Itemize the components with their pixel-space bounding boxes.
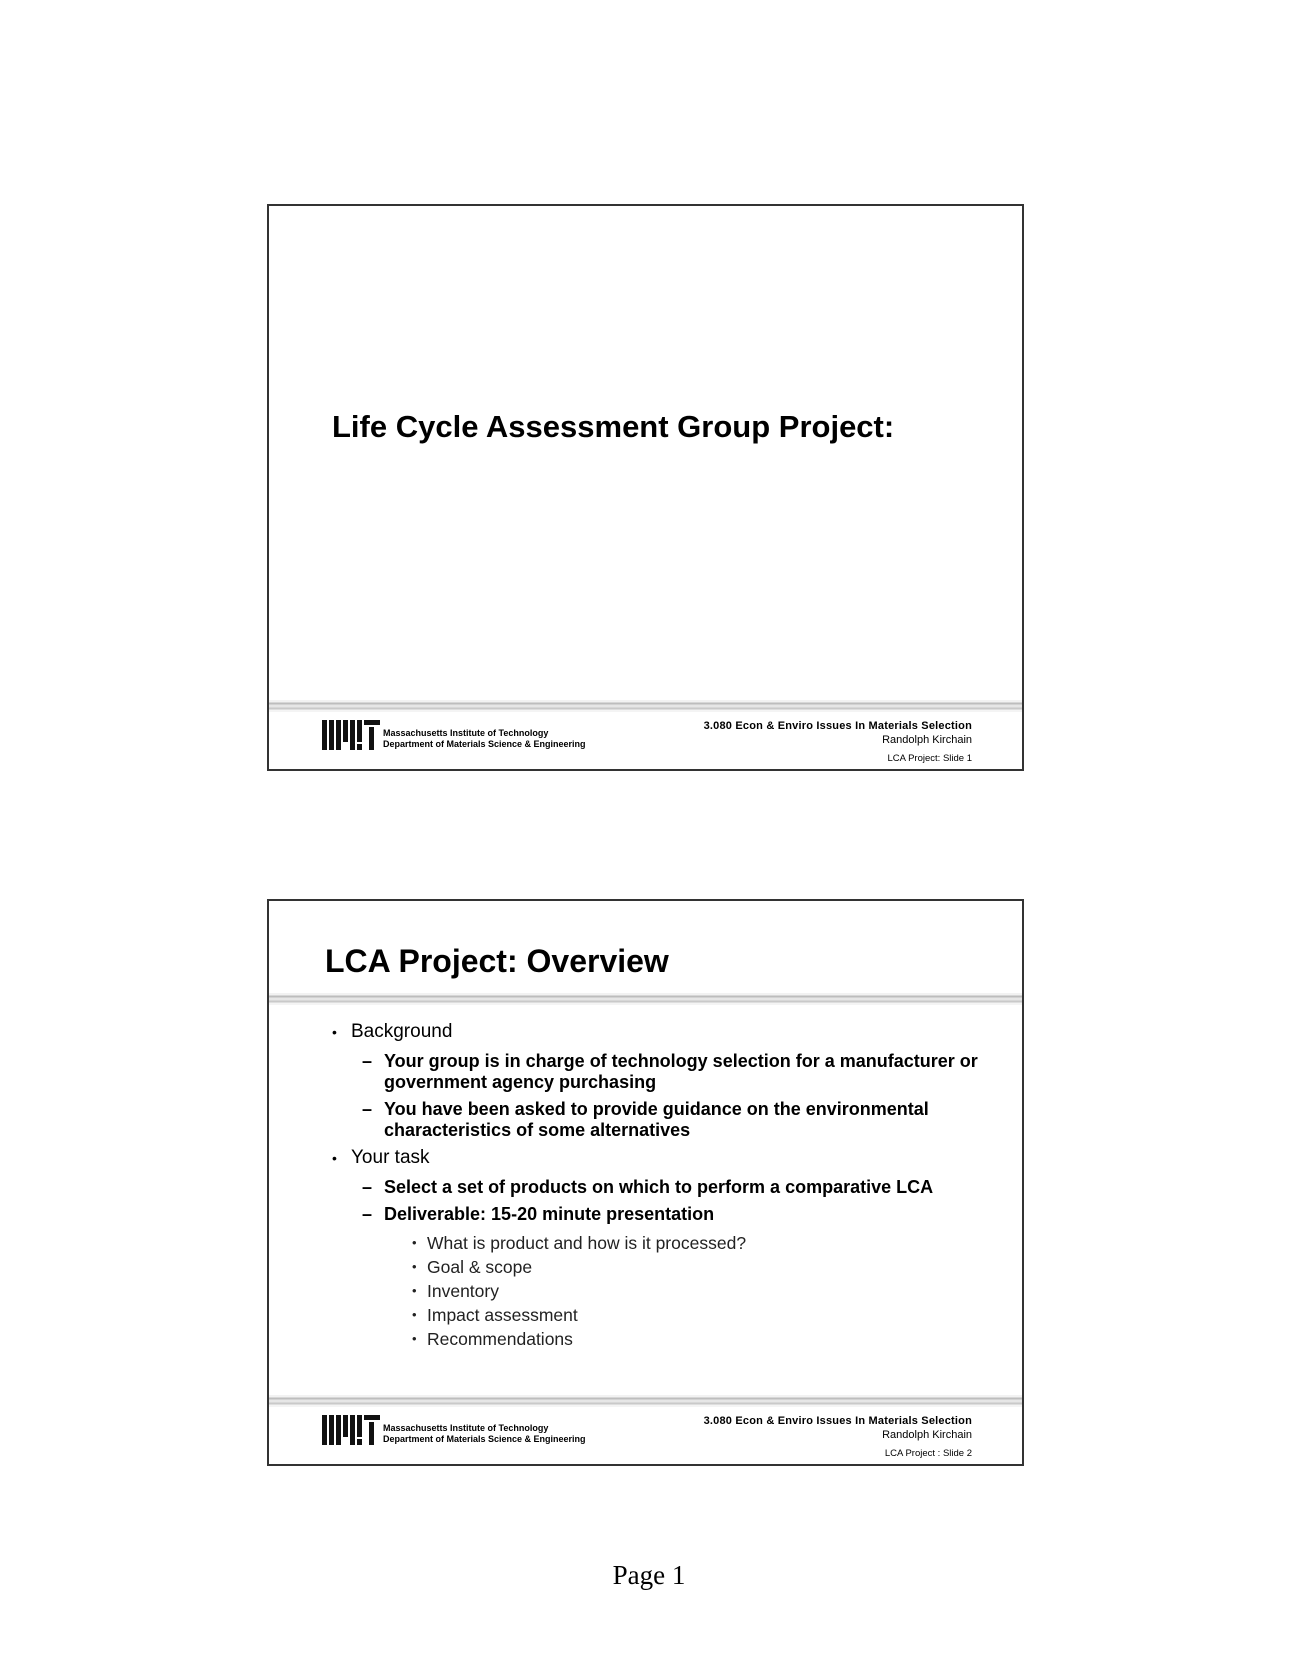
sub-sub-bullet-item: • Inventory [412,1281,499,1301]
course-info: 3.080 Econ & Enviro Issues In Materials Selection Randolph Kirchain [703,1415,972,1441]
slide-number: LCA Project : Slide 2 [884,1448,972,1459]
slide-number: LCA Project: Slide 1 [887,753,972,764]
sub-bullet-item: – Deliverable: 15-20 minute presentation [362,1204,715,1224]
institute-name: Massachusetts Institute of Technology Department of Materials Science & Engineering [383,728,586,749]
bullet-item: • Background [332,1021,453,1042]
slide-title: LCA Project: Overview [325,943,669,979]
slide-1 [267,204,1024,771]
slide-title: Life Cycle Assessment Group Project: [332,409,895,444]
sub-sub-bullet-item: • What is product and how is it processed? [412,1233,747,1253]
footer-divider [269,1395,1022,1407]
sub-bullet-item: – Your group is in charge of technology selection for a manufacturer or government agency purchasing [362,1051,978,1092]
mit-logo-icon [322,720,380,750]
course-info: 3.080 Econ & Enviro Issues In Materials Selection Randolph Kirchain [703,720,972,746]
sub-sub-bullet-item: • Goal & scope [412,1257,533,1277]
slide-2 [267,899,1024,1466]
slide-content [329,1021,982,1351]
sub-sub-bullet-item: • Impact assessment [412,1305,578,1325]
footer-divider [269,700,1022,712]
sub-sub-bullet-item: • Recommendations [412,1329,573,1349]
page-number: Page 1 [612,1560,686,1590]
mit-logo-icon [322,1415,380,1445]
sub-bullet-item: – You have been asked to provide guidance on the environmental characteristics of some alternatives [362,1099,929,1140]
institute-name: Massachusetts Institute of Technology Department of Materials Science & Engineering [383,1423,586,1444]
title-divider [269,993,1022,1005]
bullet-item: • Your task [332,1147,430,1168]
sub-bullet-item: – Select a set of products on which to perform a comparative LCA [362,1177,934,1197]
